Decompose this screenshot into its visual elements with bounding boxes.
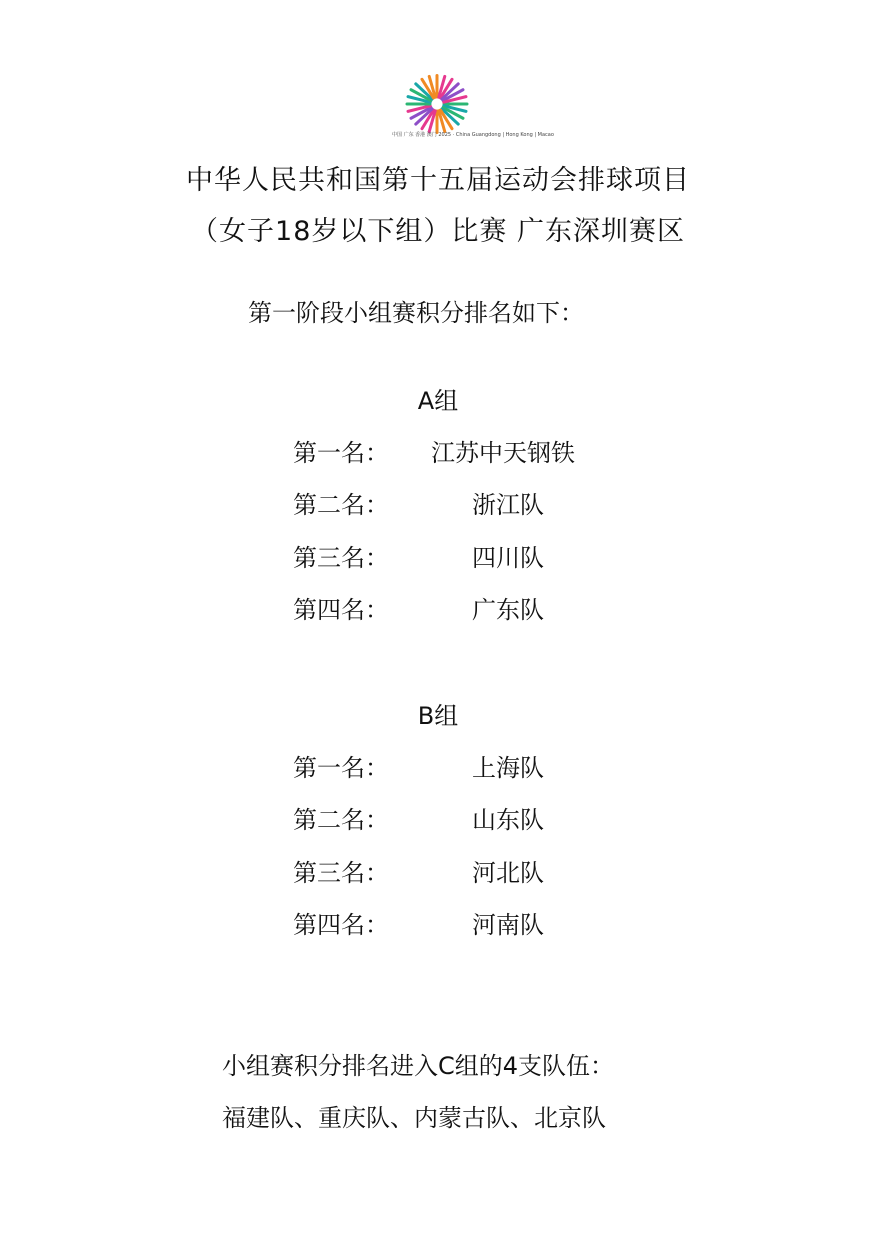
rank-label: 第三名：	[293, 544, 389, 572]
team-name: 广东队	[472, 596, 544, 624]
rank-label: 第一名：	[293, 439, 389, 467]
section-subtitle: 第一阶段小组赛积分排名如下：	[248, 299, 584, 327]
qualifier-team-list: 福建队、重庆队、内蒙古队、北京队	[222, 1104, 606, 1132]
rank-label: 第二名：	[293, 491, 389, 519]
team-name: 河南队	[472, 911, 544, 939]
games-logo-icon	[397, 68, 477, 142]
rank-label: 第三名：	[293, 859, 389, 887]
group-b-row-3	[293, 857, 693, 889]
team-name: 河北队	[472, 859, 544, 887]
rank-label: 第四名：	[293, 911, 389, 939]
group-a-row-4	[293, 594, 693, 626]
group-b-heading: B组	[417, 702, 459, 730]
rank-label: 第二名：	[293, 806, 389, 834]
logo-caption: 中国 广东 香港 澳门 2025 · China Guangdong | Hong Kong | Macao	[392, 132, 554, 138]
group-a-row-1	[293, 437, 693, 469]
rank-label: 第一名：	[293, 754, 389, 782]
qualifier-heading: 小组赛积分排名进入C组的4支队伍：	[222, 1052, 615, 1080]
team-name: 上海队	[472, 754, 544, 782]
group-b-row-4	[293, 909, 693, 941]
group-b-row-1	[293, 752, 693, 784]
group-a-heading: A组	[417, 387, 459, 415]
team-name: 浙江队	[472, 491, 544, 519]
page-title-line-1: 中华人民共和国第十五届运动会排球项目	[186, 165, 690, 196]
page-title-line-2: （女子18岁以下组）比赛 广东深圳赛区	[191, 216, 685, 247]
group-b-row-2	[293, 804, 693, 836]
group-a-row-2	[293, 489, 693, 521]
rank-label: 第四名：	[293, 596, 389, 624]
team-name: 江苏中天钢铁	[431, 439, 575, 467]
group-a-row-3	[293, 542, 693, 574]
team-name: 四川队	[472, 544, 544, 572]
team-name: 山东队	[472, 806, 544, 834]
